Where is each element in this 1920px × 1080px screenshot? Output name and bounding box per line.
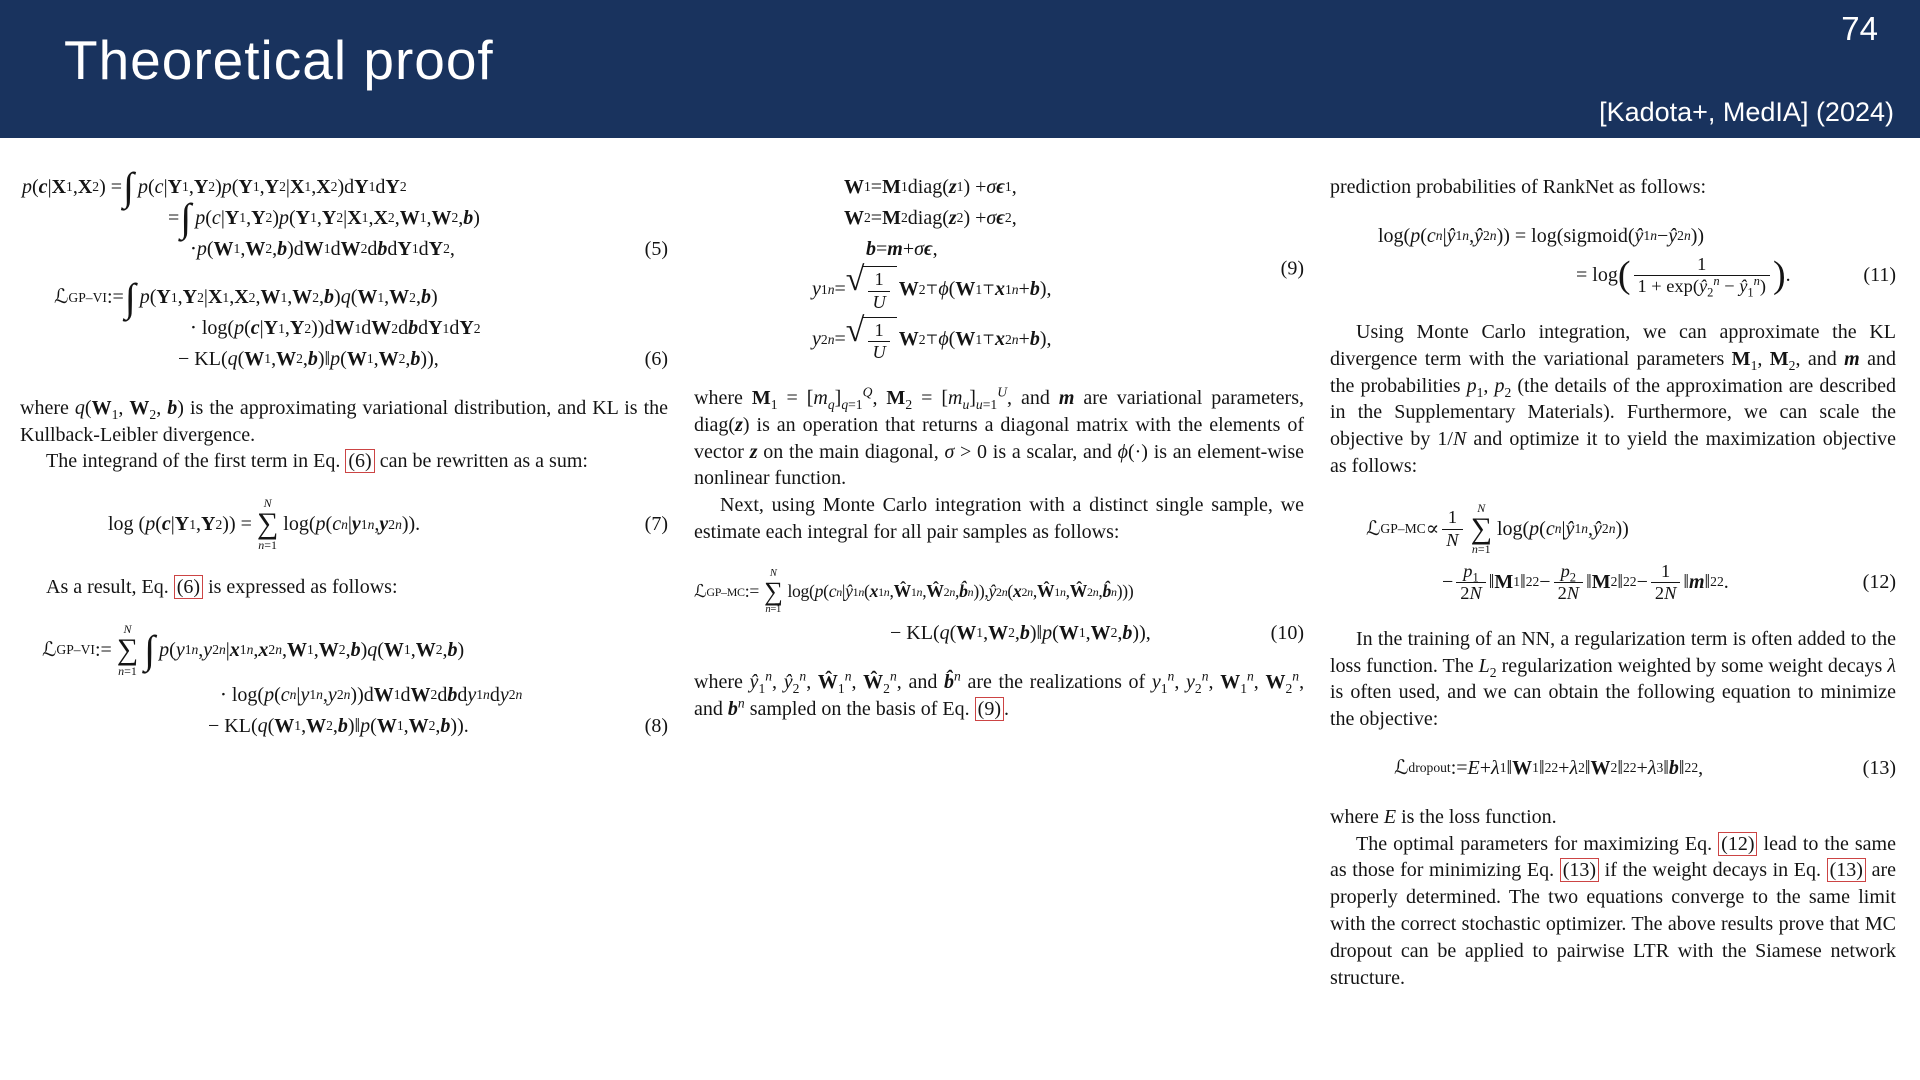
math-expression: ⋅ p ( W 1 , W 2 , b )d W 1 d W 2 d b d Y 1 d Y 2 , [190,237,455,260]
math-expression: ℒ dropout := E + λ 1 ‖ W 1 ‖ 2 2 + λ 2 ‖ W 2 ‖ 2 2 + λ 3 ‖ b ‖ 2 2 , [1394,757,1704,780]
equation-6 [20,274,668,372]
math-expression: p ( c | X 1 , X 2 ) = ∫ p ( c | Y 1 , Y 2 ) p ( Y 1 , Y 2 | X 1 , X 2 )d Y 1 d Y 2 [22,164,407,210]
paragraph-where-M: where $M_1 = [m_q]_{q=1}^Q$, $M_2 = [m_u]_{u=1}^U$, and m are variational parameters, diag(z) is an operation that returns a diagonal matrix with the elements of vector z on the main diagonal, σ > 0 is a scalar, and ϕ(·) is an element-wise nonlinear function. [694,384,1304,490]
paragraph-optimal: The optimal parameters for maximizing Eq. (12) lead to the same as those for minimizing Eq. (13) if the weight decays in Eq. (13) are properly determined. The two equations converge to the same limit with the correct stochastic optimizer. The above results prove that MC dropout can be applied to pairwise LTR with the Siamese network structure. [1330,832,1896,989]
math-expression: − KL( q ( W 1 , W 2 , b )‖ p ( W 1 , W 2 , b )), [890,622,1151,645]
eqref-13[interactable]: (13) [1560,858,1599,882]
math-expression: ℒ GP–MC ∝ $\frac{1}{N}$ N ∑ n=1 log( p ( c n | ŷ 1 n , ŷ 2 n )) [1366,500,1629,557]
math-expression: log ( p ( c | Y 1 , Y 2 )) = N ∑ n=1 log( p ( c n | y 1 n , y 2 n )). [108,496,421,552]
equation-8 [20,623,668,739]
slide-header [0,0,1920,138]
math-expression: ⋅ log( p ( c | Y 1 , Y 2 ))d W 1 d W 2 d b d Y 1 d Y 2 [190,317,481,340]
math-expression: ⋅ log( p ( c n | y 1 n , y 2 n ))d W 1 d W 2 d b d y 1 n d y 2 n [220,683,523,706]
equation-number: (12) [1862,570,1896,593]
paragraph-where-hat: where $ŷ_1^n$, $ŷ_2^n$, $Ŵ_1^n$, $Ŵ_2^n$, and b̂$^n$ are the realizations of $y_1^n$, $y_2^n$, $W_1^n$, $W_2^n$, and $b^n$ sampled on the basis of Eq. (9) . [694,668,1305,720]
paper-column-2 [694,168,1304,991]
paragraph-training: In the training of an NN, a regularization term is often added to the loss function. The $L_2$ regularization weighted by some weight decays λ is often used, and we can obtain the following equation to minimize the objective: [1330,627,1896,731]
equation-11 [1330,223,1896,300]
math-expression: ℒ GP–VI := ∫ p ( Y 1 , Y 2 | X 1 , X 2 , W 1 , W 2 , b ) q ( W 1 , W 2 , b ) [54,274,438,320]
equation-number: (8) [644,714,668,737]
math-expression: = log ( $\frac{1}{1 + \exp(ŷ_2^n - ŷ_1^n)}$ ) . [1576,253,1791,300]
paper-column-3 [1330,168,1896,991]
paragraph-as-result: As a result, Eq. (6) is expressed as follows: [46,576,398,599]
math-expression: − KL( q ( W 1 , W 2 , b )‖ p ( W 1 , W 2 , b )), [178,347,439,370]
equation-12 [1330,502,1896,604]
math-expression: log( p ( c n | ŷ 1 n , ŷ 2 n )) = log(sigmoid( ŷ 1 n − ŷ 2 n )) [1378,224,1705,247]
equation-number: (7) [644,513,668,536]
equation-number: (10) [1270,622,1304,645]
math-expression: − KL( q ( W 1 , W 2 , b )‖ p ( W 1 , W 2 , b )). [208,714,469,737]
page-title: Theoretical proof [64,29,494,91]
eqref-13[interactable]: (13) [1827,858,1866,882]
math-expression: ℒ GP–VI := N ∑ n=1 ∫ p ( y 1 n , y 2 n | x 1 n , x 2 n , W 1 , W 2 , b ) q ( W 1 , W 2 , b ) [42,621,465,678]
paragraph-where-E: where E is the loss function. [1330,805,1557,828]
equation-13 [1330,755,1896,782]
math-expression: ℒ GP–MC := N ∑ n=1 log( p ( c n | ŷ 1 n ( x 1 n , Ŵ 1 n , Ŵ 2 n , b̂ n )), ŷ 2 n ( x 2 n , Ŵ 1 n , Ŵ 2 n , b̂ n ))) [694,567,1134,616]
paper-content [0,138,1920,991]
eqref-6[interactable]: (6) [345,449,374,473]
math-expression: b = m + σ ϵ , [866,237,938,260]
math-expression: y 1 n = √ $\frac{1}{U}$ W 2 ⊤ ϕ ( W 1 ⊤ x 1 n + b ), [812,261,1052,312]
paragraph-using-mc: Using Monte Carlo integration, we can approximate the KL divergence term with the variational parameters $M_1$, $M_2$, and m and the probabilities $p_1$, $p_2$ (the details of the approximation are described in the Supplementary Materials). Furthermore, we can scale the objective by 1/N and optimize it to yield the maximization objective as follows: [1330,320,1897,477]
citation: [Kadota+, MedIA] (2024) [1599,97,1894,127]
equation-5 [20,164,668,262]
equation-number: (5) [644,237,668,260]
math-expression: y 2 n = √ $\frac{1}{U}$ W 2 ⊤ ϕ ( W 1 ⊤ x 2 n + b ), [812,311,1052,362]
equation-number: (13) [1862,757,1896,780]
paper-column-1 [20,164,669,991]
eqref-9[interactable]: (9) [975,697,1004,721]
math-expression: W 1 = M 1 diag( z 1 ) + σ ϵ 1 , [844,176,1017,198]
math-expression: W 2 = M 2 diag( z 2 ) + σ ϵ 2 , [844,206,1017,229]
paragraph-prediction: prediction probabilities of RankNet as follows: [1330,176,1707,198]
paragraph-integrand: The integrand of the first term in Eq. (6) can be rewritten as a sum: [46,450,588,473]
equation-7 [20,497,668,552]
equation-9 [694,174,1304,363]
math-expression: − $\frac{p_1}{2N}$ ‖ M 1 ‖ 2 2 − $\frac{p_2}{2N}$ ‖ M 2 ‖ 2 2 − $\frac{1}{2N}$ ‖ m ‖ 2 2 . [1442,560,1729,603]
math-expression: = ∫ p ( c | Y 1 , Y 2 ) p ( Y 1 , Y 2 | X 1 , X 2 , W 1 , W 2 , b ) [168,195,480,241]
equation-number: (6) [644,347,668,370]
eqref-6[interactable]: (6) [174,575,203,599]
equation-10 [694,568,1304,647]
paragraph-next: Next, using Monte Carlo integration with a distinct single sample, we estimate each integral for all pair samples as follows: [694,494,1304,543]
slide-page-number: 74 [1841,10,1878,47]
equation-number: (9) [1280,257,1304,280]
paragraph-where-q: where $q(W_1$, $W_2$, b) is the approximating variational distribution, and KL is the Kullback-Leibler divergence. [20,396,669,446]
equation-number: (11) [1863,263,1896,286]
eqref-12[interactable]: (12) [1718,832,1757,856]
